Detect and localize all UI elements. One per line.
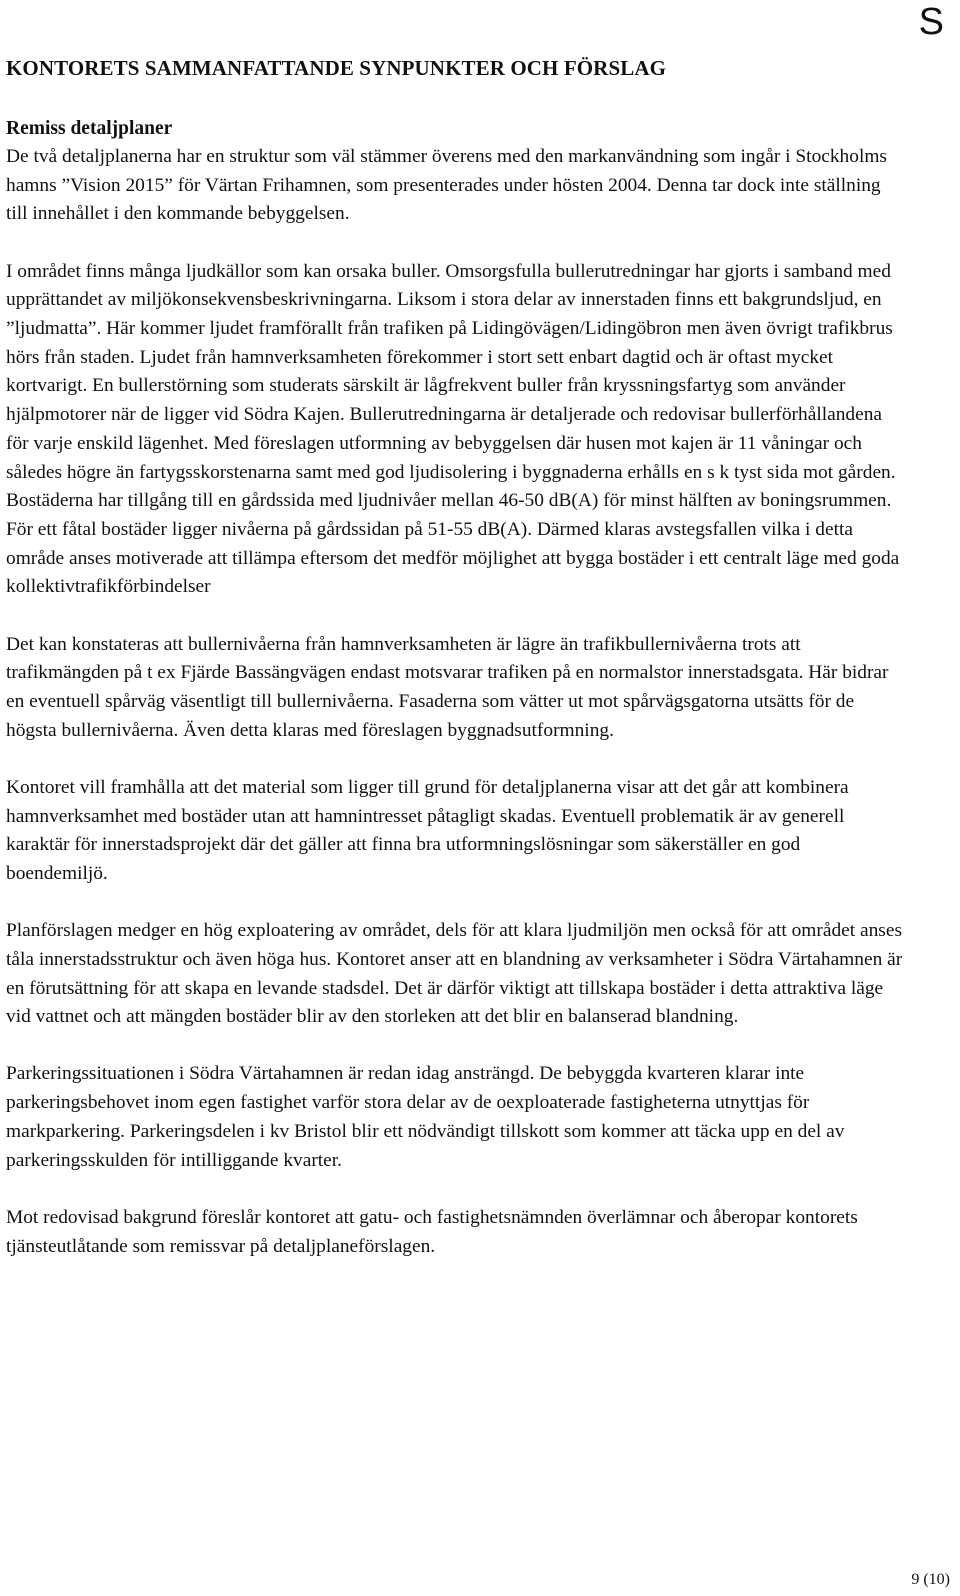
corner-mark: S bbox=[918, 1, 944, 43]
paragraph-1: De två detaljplanerna har en struktur som väl stämmer överens med den markanvändning som ingår i Stockholms hamns ”Vision 2015” för Värtan Frihamnen, som presenterades under hösten 2004. Denna tar dock inte ställning till innehållet i den kommande bebyggelsen. bbox=[6, 146, 887, 225]
page-number: 9 (10) bbox=[911, 1571, 950, 1588]
paragraph-4: Kontoret vill framhålla att det material som ligger till grund för detaljplanerna visar att det går att kombinera hamnverksamhet med bostäder utan att hamnintresset påtagligt skadas. Eventuell problematik är av generell karaktär för innerstadsprojekt där det gäller att finna bra utformningslösningar som säkerställer en god boendemiljö. bbox=[6, 776, 849, 884]
paragraph-3: Det kan konstateras att bullernivåerna från hamnverksamheten är lägre än trafikbullernivåerna trots att trafikmängden på t ex Fjärde Bassängvägen endast motsvarar trafiken på en normalstor innerstadsgata. Här bidrar en eventuell spårväg väsentligt till bullernivåerna. Fasaderna som vätter ut mot spårvägsgatorna utsätts för de högsta bullernivåerna. Även detta klaras med föreslagen byggnadsutformning. bbox=[6, 633, 889, 741]
paragraph-6: Parkeringssituationen i Södra Värtahamnen är redan idag ansträngd. De bebyggda kvarteren klarar inte parkeringsbehovet inom egen fastighet varför stora delar av de oexploaterade fastigheterna utnyttjas för markparkering. Parkeringsdelen i kv Bristol blir ett nödvändigt tillskott som kommer att täcka upp en del av parkeringsskulden för intilliggande kvarter. bbox=[6, 1063, 845, 1171]
page-title: KONTORETS SAMMANFATTANDE SYNPUNKTER OCH FÖRSLAG bbox=[6, 56, 667, 80]
document-body bbox=[6, 54, 906, 1290]
section-title: Remiss detaljplaner bbox=[6, 118, 173, 139]
paragraph-5: Planförslagen medger en hög exploatering av området, dels för att klara ljudmiljön men också för att området anses tåla innerstadsstruktur och även höga hus. Kontoret anser att en blandning av verksamheter i Södra Värtahamnen är en förutsättning för att skapa en levande stadsdel. Det är därför viktigt att tillskapa bostäder i detta attraktiva läge vid vattnet och att mängden bostäder blir av den storleken att det blir en balanserad blandning. bbox=[6, 920, 903, 1028]
paragraph-7: Mot redovisad bakgrund föreslår kontoret att gatu- och fastighetsnämnden överlämnar och åberopar kontorets tjänsteutlåtande som remissvar på detaljplaneförslagen. bbox=[6, 1206, 858, 1257]
paragraph-2: I området finns många ljudkällor som kan orsaka buller. Omsorgsfulla bullerutredningar har gjorts i samband med upprättandet av miljökonsekvensbeskrivningarna. Liksom i stora delar av innerstaden finns ett bakgrundsljud, en ”ljudmatta”. Här kommer ljudet framförallt från trafiken på Lidingövägen/Lidingöbron men även övrigt trafikbrus hörs från staden. Ljudet från hamnverksamheten förekommer i stort sett enbart dagtid och är oftast mycket kortvarigt. En bullerstörning som studerats särskilt är lågfrekvent buller från kryssningsfartyg som använder hjälpmotorer när de ligger vid Södra Kajen. Bullerutredningarna är detaljerade och redovisar bullerförhållandena för varje enskild lägenhet. Med föreslagen utformning av bebyggelsen där husen mot kajen är 11 våningar och således högre än fartygsskorstenarna samt med god ljudisolering i byggnaderna erhålls en s k tyst sida mot gården. Bostäderna har tillgång till en gårdssida med ljudnivåer mellan 46-50 dB(A) för minst hälften av boningsrummen. För ett fåtal bostäder ligger nivåerna på gårdssidan på 51-55 dB(A). Därmed klaras avstegsfallen vilka i detta område anses motiverade att tillämpa eftersom det medför möjlighet att bygga bostäder i ett centralt läge med goda kollektivtrafikförbindelser bbox=[6, 260, 900, 598]
